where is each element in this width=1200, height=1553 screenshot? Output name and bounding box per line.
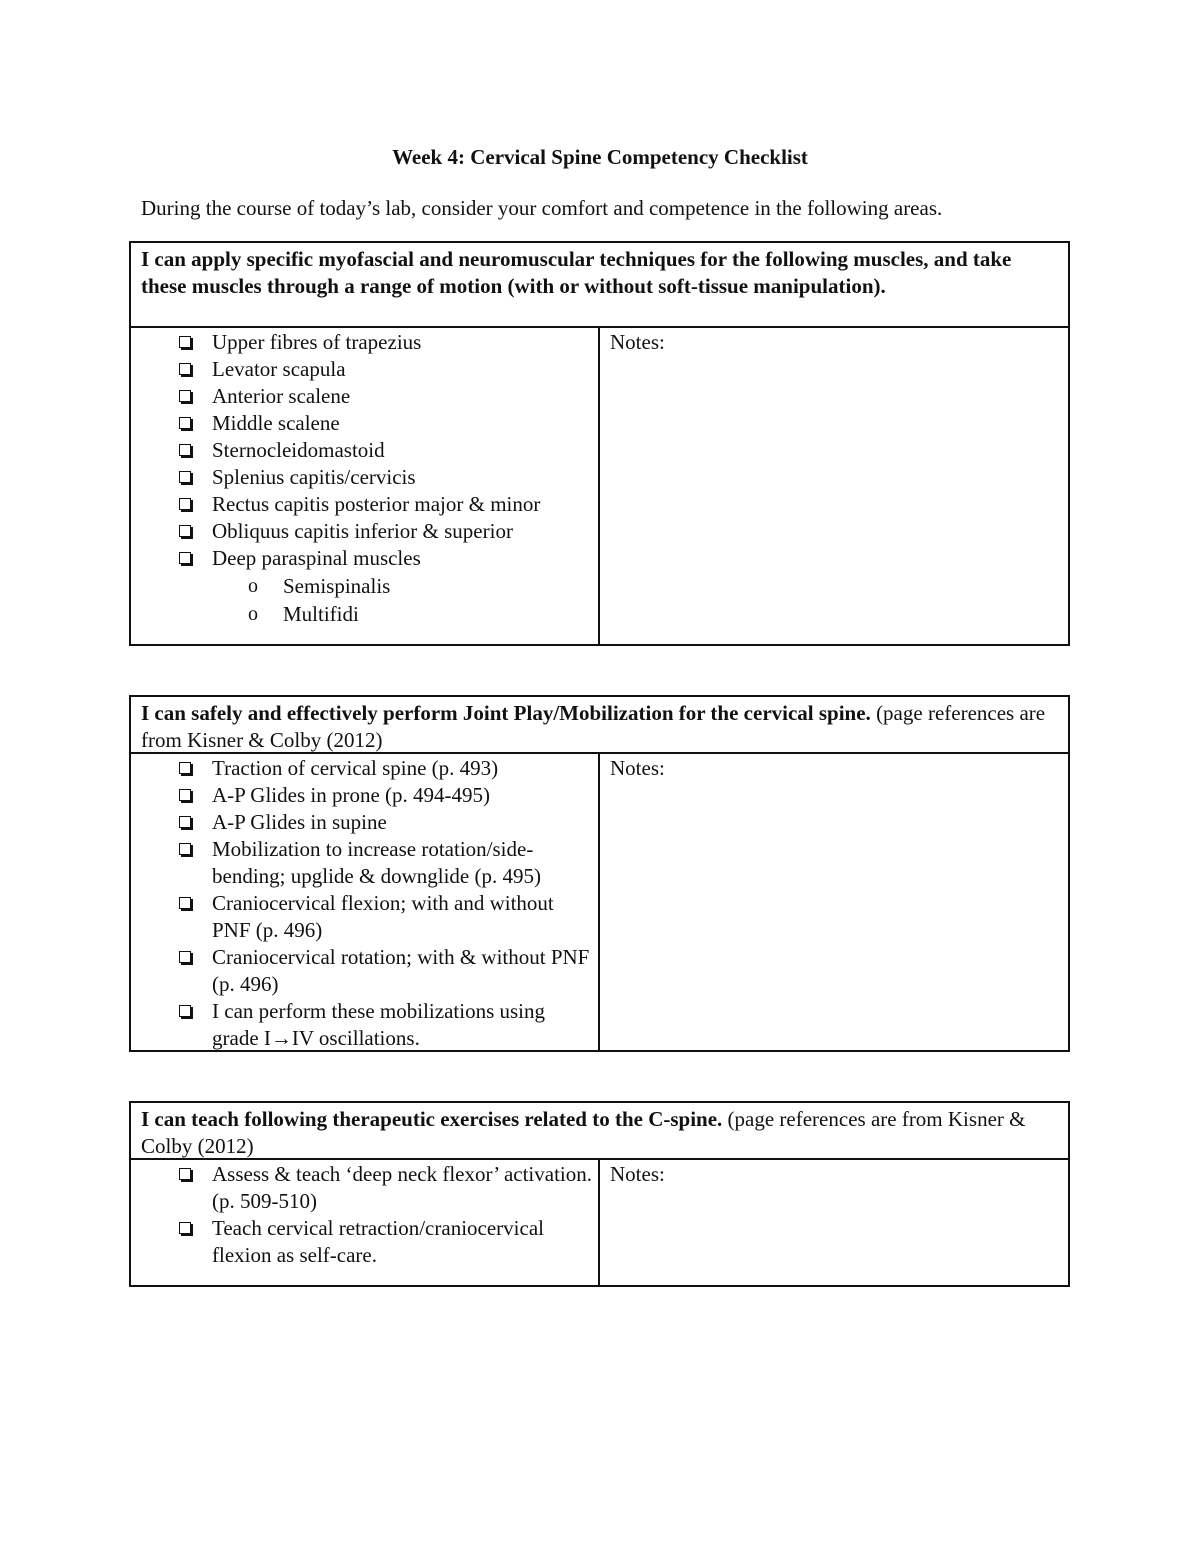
checkbox-icon[interactable] xyxy=(179,525,191,537)
section-joint-play xyxy=(129,695,1070,1052)
checklist-item xyxy=(131,437,598,464)
checkbox-icon[interactable] xyxy=(179,762,191,774)
checklist-item xyxy=(131,809,598,836)
checkbox-icon[interactable] xyxy=(179,843,191,855)
checklist-item xyxy=(131,1161,598,1215)
checklist-item-label: Splenius capitis/cervicis xyxy=(212,465,416,489)
section-header-bold: I can safely and effectively perform Joint Play/Mobilization for the cervical spine. xyxy=(141,701,871,725)
checklist-item-label: Craniocervical flexion; with and without PNF (p. 496) xyxy=(212,891,554,942)
checklist-item-label: Obliquus capitis inferior & superior xyxy=(212,519,513,543)
checkbox-icon[interactable] xyxy=(179,789,191,801)
checklist-item-label: A-P Glides in prone (p. 494-495) xyxy=(212,783,491,807)
checkbox-icon[interactable] xyxy=(179,897,191,909)
section-header-normal: (page references are from Kisner & Colby (2012) xyxy=(141,1107,1026,1158)
notes-label: Notes: xyxy=(610,330,665,354)
sub-list-item-label: Semispinalis xyxy=(283,574,391,598)
checkbox-icon[interactable] xyxy=(179,417,191,429)
circle-bullet-icon: o xyxy=(248,575,258,597)
checklist-item-label: Levator scapula xyxy=(212,357,346,381)
checklist-item xyxy=(131,944,598,998)
checklist-column xyxy=(131,754,600,1050)
checklist-item-label: Anterior scalene xyxy=(212,384,351,408)
checkbox-icon[interactable] xyxy=(179,363,191,375)
checkbox-icon[interactable] xyxy=(179,1168,191,1180)
checkbox-icon[interactable] xyxy=(179,552,191,564)
checklist-item-label: A-P Glides in supine xyxy=(212,810,387,834)
checkbox-icon[interactable] xyxy=(179,816,191,828)
circle-bullet-icon: o xyxy=(248,603,258,625)
checklist-item xyxy=(131,836,598,890)
checkbox-icon[interactable] xyxy=(179,471,191,483)
checklist-item-label: Assess & teach ‘deep neck flexor’ activation. (p. 509-510) xyxy=(212,1162,592,1213)
checklist-item xyxy=(131,329,598,356)
section-header-bold: I can apply specific myofascial and neuromuscular techniques for the following muscles, and take these muscles through a range of motion (with or without soft-tissue manipulation). xyxy=(141,247,1012,298)
notes-column[interactable] xyxy=(600,328,1068,644)
checklist-item-label: Mobilization to increase rotation/side-bending; upglide & downglide (p. 495) xyxy=(212,837,541,888)
checklist-item-label: I can perform these mobilizations using grade I→IV oscillations. xyxy=(212,999,545,1050)
checklist-item xyxy=(131,383,598,410)
section-myofascial xyxy=(129,241,1070,646)
section-header xyxy=(131,1103,1068,1160)
checklist-item-label: Teach cervical retraction/craniocervical flexion as self-care. xyxy=(212,1216,544,1267)
checklist-item xyxy=(131,464,598,491)
section-header-bold: I can teach following therapeutic exercises related to the C-spine. xyxy=(141,1107,723,1131)
sub-list-item-label: Multifidi xyxy=(283,602,359,626)
checkbox-icon[interactable] xyxy=(179,390,191,402)
checklist-item xyxy=(131,1215,598,1269)
checklist-item xyxy=(131,998,598,1052)
checklist-item-label: Craniocervical rotation; with & without PNF (p. 496) xyxy=(212,945,590,996)
checklist-item xyxy=(131,518,598,545)
checklist-item xyxy=(131,782,598,809)
section-header-normal: (page references are from Kisner & Colby (2012) xyxy=(141,701,1046,752)
notes-label: Notes: xyxy=(610,1162,665,1186)
checklist-item-label: Upper fibres of trapezius xyxy=(212,330,422,354)
checklist-item xyxy=(131,545,598,572)
notes-label: Notes: xyxy=(610,756,665,780)
checklist-column xyxy=(131,328,600,644)
checklist-item-label: Middle scalene xyxy=(212,411,340,435)
notes-column[interactable] xyxy=(600,754,1068,1050)
checkbox-icon[interactable] xyxy=(179,336,191,348)
checklist-item-label: Rectus capitis posterior major & minor xyxy=(212,492,541,516)
checklist-item xyxy=(131,755,598,782)
section-therapeutic-exercises xyxy=(129,1101,1070,1287)
checkbox-icon[interactable] xyxy=(179,498,191,510)
intro-text: During the course of today’s lab, consider your comfort and competence in the following areas. xyxy=(141,196,943,220)
checklist-item-label: Traction of cervical spine (p. 493) xyxy=(212,756,499,780)
page-title: Week 4: Cervical Spine Competency Checklist xyxy=(392,145,808,169)
section-header xyxy=(131,697,1068,754)
checkbox-icon[interactable] xyxy=(179,951,191,963)
checklist-item xyxy=(131,491,598,518)
section-header xyxy=(131,243,1068,328)
checklist-item-label: Sternocleidomastoid xyxy=(212,438,385,462)
checklist-item xyxy=(131,410,598,437)
checklist-column xyxy=(131,1160,600,1285)
checklist-item xyxy=(131,890,598,944)
notes-column[interactable] xyxy=(600,1160,1068,1285)
sub-list-item xyxy=(131,572,598,600)
checkbox-icon[interactable] xyxy=(179,1222,191,1234)
checkbox-icon[interactable] xyxy=(179,1005,191,1017)
checkbox-icon[interactable] xyxy=(179,444,191,456)
sub-list-item xyxy=(131,600,598,628)
checklist-item-label: Deep paraspinal muscles xyxy=(212,546,421,570)
checklist-item xyxy=(131,356,598,383)
